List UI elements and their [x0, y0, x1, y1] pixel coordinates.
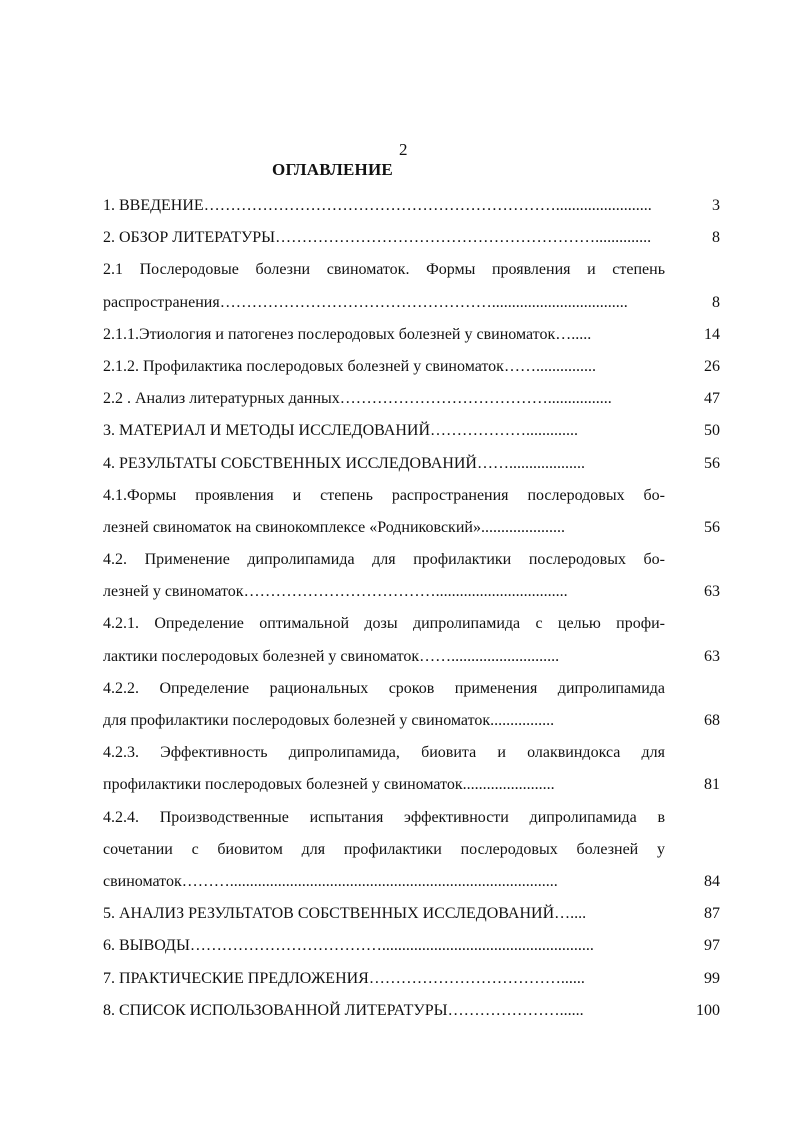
toc-entry-text: 2.1 Послеродовые болезни свиноматок. Формы проявления и степень	[103, 261, 665, 279]
page-number: 2	[399, 140, 408, 159]
toc-line	[103, 222, 720, 254]
toc-entry-text: распространения……………………………………………..................................	[103, 293, 628, 311]
toc-entry-text: 4.2.2. Определение рациональных сроков применения дипролипамида	[103, 679, 665, 697]
toc-page-number: 50	[704, 422, 720, 440]
toc-page-number: 3	[712, 197, 720, 214]
toc-entry-text: лактики послеродовых болезней у свиноматок……...........................	[103, 647, 560, 665]
toc-entry-text: 6. ВЫВОДЫ……………………………….....................................................	[103, 937, 594, 955]
toc-line	[103, 673, 720, 705]
toc-entry-text: 4.2. Применение дипролипамида для профилактики послеродовых бо-	[103, 551, 665, 569]
toc-entry-text: свиноматок………..................................................................................	[103, 872, 558, 890]
toc-line	[103, 705, 720, 737]
toc-line	[103, 351, 720, 383]
toc-entry-text: сочетании с биовитом для профилактики послеродовых болезней у	[103, 840, 665, 858]
table-of-contents	[103, 190, 720, 1027]
toc-entry-text: 4.2.3. Эффективность дипролипамида, биовита и олаквиндокса для	[103, 744, 665, 762]
toc-title: ОГЛАВЛЕНИЕ	[272, 160, 393, 179]
toc-entry-text: профилактики послеродовых болезней у свиноматок.......................	[103, 776, 555, 794]
toc-entry-text: лезней у свиноматок……………………………….................................	[103, 583, 568, 601]
toc-page-number: 87	[704, 905, 720, 923]
toc-entry-text: 3. МАТЕРИАЛ И МЕТОДЫ ИССЛЕДОВАНИЙ……………….............	[103, 422, 578, 440]
toc-page-number: 56	[704, 454, 720, 472]
toc-line	[103, 319, 720, 351]
toc-entry-text: для профилактики послеродовых болезней у свиноматок................	[103, 712, 555, 729]
toc-line	[103, 512, 720, 544]
toc-line	[103, 608, 720, 640]
toc-page-number: 63	[704, 647, 720, 665]
toc-line	[103, 898, 720, 930]
toc-entry-text: 4.2.4. Производственные испытания эффективности дипролипамида в	[103, 808, 665, 826]
toc-line	[103, 802, 720, 834]
toc-line	[103, 930, 720, 962]
toc-page-number: 100	[696, 1001, 720, 1019]
toc-page-number: 68	[704, 712, 720, 729]
toc-page-number: 26	[704, 357, 720, 375]
toc-page-number: 47	[704, 390, 720, 408]
toc-line	[103, 576, 720, 608]
toc-page-number: 81	[704, 776, 720, 794]
toc-line	[103, 963, 720, 995]
toc-page-number: 84	[704, 872, 720, 890]
toc-entry-text: 2.1.2. Профилактика послеродовых болезней у свиноматок……...............	[103, 357, 596, 375]
toc-page-number: 8	[712, 229, 720, 247]
toc-line	[103, 383, 720, 415]
toc-entry-text: 7. ПРАКТИЧЕСКИЕ ПРЕДЛОЖЕНИЯ………………………………......	[103, 969, 585, 987]
toc-line	[103, 834, 720, 866]
toc-page-number: 63	[704, 583, 720, 601]
toc-line	[103, 254, 720, 286]
toc-line	[103, 190, 720, 222]
toc-page-number: 97	[704, 937, 720, 955]
toc-line	[103, 866, 720, 898]
toc-entry-text: 2.1.1.Этиология и патогенез послеродовых болезней у свиноматок….....	[103, 325, 592, 343]
toc-page-number: 56	[704, 518, 720, 536]
toc-entry-text: 4.2.1. Определение оптимальной дозы дипролипамида с целью профи-	[103, 615, 665, 633]
toc-page-number: 14	[704, 325, 720, 343]
toc-line	[103, 641, 720, 673]
toc-entry-text: 4.1.Формы проявления и степень распространения послеродовых бо-	[103, 486, 665, 504]
toc-line	[103, 544, 720, 576]
toc-entry-text: 8. СПИСОК ИСПОЛЬЗОВАННОЙ ЛИТЕРАТУРЫ…………………......	[103, 1001, 584, 1019]
toc-entry-text: 2. ОБЗОР ЛИТЕРАТУРЫ……………………………………………………..............	[103, 229, 652, 247]
toc-line	[103, 737, 720, 769]
toc-line	[103, 448, 720, 480]
toc-page-number: 99	[704, 969, 720, 987]
toc-entry-text: 1. ВВЕДЕНИЕ…………………………………………………………........................	[103, 197, 652, 214]
toc-entry-text: 2.2 . Анализ литературных данных…………………………………................	[103, 390, 612, 408]
toc-entry-text: 5. АНАЛИЗ РЕЗУЛЬТАТОВ СОБСТВЕННЫХ ИССЛЕДОВАНИЙ…....	[103, 905, 587, 923]
toc-line	[103, 995, 720, 1027]
toc-line	[103, 415, 720, 447]
toc-line	[103, 480, 720, 512]
toc-line	[103, 769, 720, 801]
toc-line	[103, 287, 720, 319]
toc-page-number: 8	[712, 293, 720, 311]
toc-entry-text: лезней свиноматок на свинокомплексе «Родниковский».....................	[103, 518, 565, 536]
toc-entry-text: 4. РЕЗУЛЬТАТЫ СОБСТВЕННЫХ ИССЛЕДОВАНИЙ……...................	[103, 454, 585, 472]
